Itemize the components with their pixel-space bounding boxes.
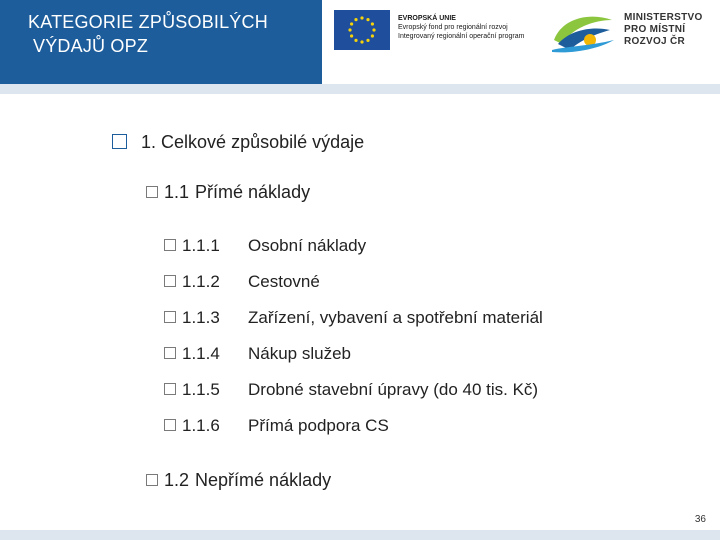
mmr-logo-text (624, 12, 703, 48)
outline-num: 1.1 (164, 182, 190, 202)
outline-num: 1.1.3 (182, 308, 220, 327)
outline-label: Nepřímé náklady (195, 470, 332, 490)
eu-logo-line1: EVROPSKÁ UNIE (398, 15, 456, 22)
slide-title (28, 10, 268, 58)
outline-label: Nákup služeb (248, 344, 352, 363)
page-number: 36 (694, 514, 706, 525)
square-bullet-icon (164, 419, 176, 431)
outline-num: 1.1.4 (182, 344, 220, 363)
eu-flag-icon (334, 10, 390, 50)
slide-header (0, 0, 720, 84)
square-bullet-icon (164, 311, 176, 323)
outline-num: 1.2 (164, 470, 190, 490)
eu-logo-line2: Evropský fond pro regionální rozvoj (398, 24, 508, 31)
footer-band (0, 530, 720, 540)
eu-logo-text (398, 14, 524, 41)
outline-label: Osobní náklady (248, 236, 367, 255)
outline-num: 1. (141, 132, 157, 152)
mmr-logo-line1: MINISTERSTVO (624, 12, 703, 23)
square-bullet-icon (112, 134, 127, 149)
outline-label: Celkové způsobilé výdaje (161, 132, 365, 152)
outline-item-direct-1 (164, 236, 366, 256)
slide-title-line1: KATEGORIE ZPŮSOBILÝCH (28, 12, 268, 32)
logo-bar (322, 0, 720, 64)
eu-logo-line3: Integrovaný regionální operační program (398, 33, 525, 40)
square-bullet-icon (146, 474, 158, 486)
outline-item-direct-2 (164, 272, 320, 292)
mmr-logo-line3: ROZVOJ ČR (624, 36, 686, 47)
outline-item-indirect (146, 470, 331, 491)
outline-label: Přímá podpora CS (248, 416, 389, 435)
header-band (0, 84, 720, 94)
outline-label: Cestovné (248, 272, 320, 291)
mmr-logo-line2: PRO MÍSTNÍ (624, 24, 686, 35)
slide-content (0, 94, 720, 530)
outline-label: Přímé náklady (195, 182, 311, 202)
square-bullet-icon (164, 275, 176, 287)
mmr-logo-icon (550, 10, 616, 54)
outline-num: 1.1.2 (182, 272, 220, 291)
outline-label: Zařízení, vybavení a spotřební materiál (248, 308, 543, 327)
outline-item-direct-5 (164, 380, 538, 400)
outline-num: 1.1.6 (182, 416, 220, 435)
outline-item-level0 (112, 132, 364, 153)
outline-item-direct-3 (164, 308, 543, 328)
outline-num: 1.1.5 (182, 380, 220, 399)
outline-num: 1.1.1 (182, 236, 220, 255)
square-bullet-icon (164, 383, 176, 395)
square-bullet-icon (164, 347, 176, 359)
outline-item-direct-6 (164, 416, 389, 436)
outline-item-direct (146, 182, 310, 203)
slide-title-line2: VÝDAJŮ OPZ (33, 36, 149, 56)
title-panel (0, 0, 322, 84)
square-bullet-icon (146, 186, 158, 198)
outline-item-direct-4 (164, 344, 351, 364)
outline-label: Drobné stavební úpravy (do 40 tis. Kč) (248, 380, 539, 399)
square-bullet-icon (164, 239, 176, 251)
